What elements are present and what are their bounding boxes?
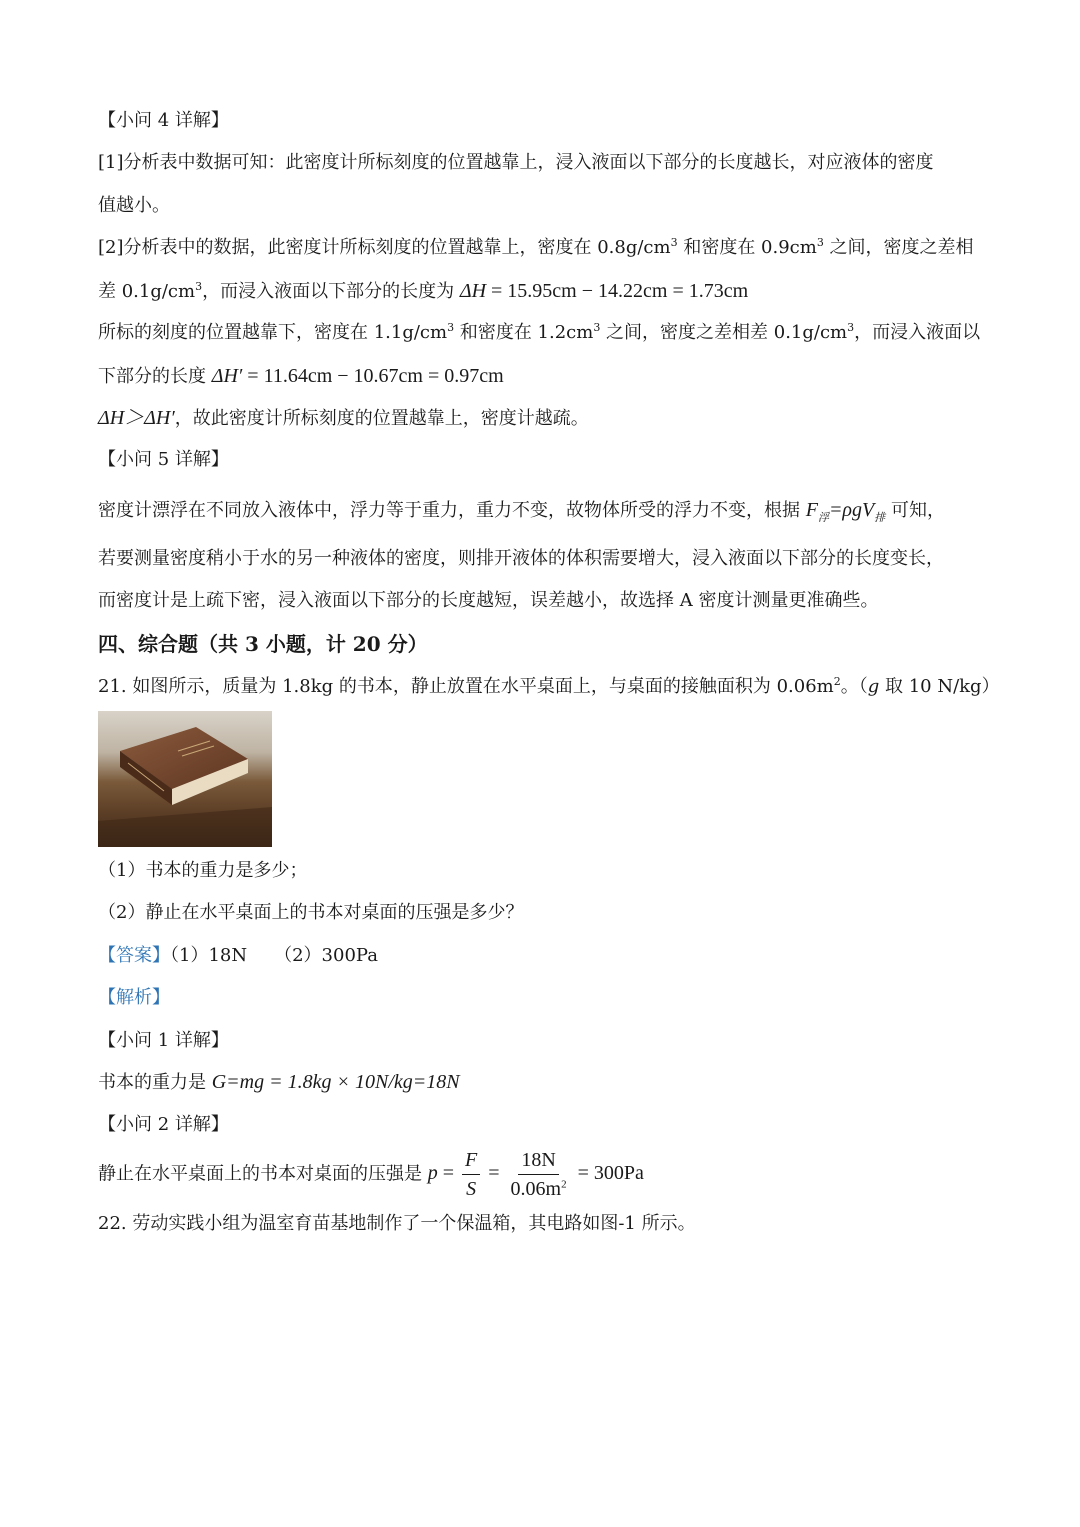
answer-line	[98, 947, 378, 965]
force-area-fraction: $\frac{F}{S}$	[462, 1148, 480, 1201]
q21-stem: 21. 如图所示，质量为 1.8kg 的书本，静止放置在水平桌面上，与桌面的接触面积为 $0.06m^2$。（g 取 10 N/kg）	[98, 675, 1000, 697]
analysis-label: 【解析】	[98, 987, 170, 1008]
buoyancy-formula: $F_浮=\rho gV_排$	[805, 499, 886, 524]
value-fraction: $\frac{18N}{0.06m^2}$	[510, 1149, 567, 1200]
q5-paragraph-3: 而密度计是上疏下密，浸入液面以下部分的长度越短，误差越小，故选择 A 密度计测量更准确些。	[98, 590, 879, 611]
q4-paragraph-4: ΔH＞ΔH′，故此密度计所标刻度的位置越靠上，密度计越疏。	[98, 407, 589, 429]
q2-header: 【小问 2 详解】	[98, 1114, 229, 1135]
q4-header: 【小问 4 详解】	[98, 110, 229, 131]
q4-paragraph-1a: [1]分析表中数据可知：此密度计所标刻度的位置越靠上，浸入液面以下部分的长度越长，对应液体的密度	[98, 152, 934, 173]
q2-solution: 静止在水平桌面上的书本对桌面的压强是 p = $\frac{F}{S}$ = $\frac{18N}{0.06m^2}$ = 300Pa	[98, 1149, 644, 1200]
q4-paragraph-3a: 所标的刻度的位置越靠下，密度在 $1.1g/cm^3$ 和密度在 $1.2cm^3$ 之间，密度之差相差 $0.1g/cm^3$，而浸入液面以	[98, 321, 981, 343]
q21-subquestion-1: （1）书本的重力是多少；	[98, 860, 308, 881]
pressure-equation: p = $\frac{F}{S}$ = $\frac{18N}{0.06m^2}$ = 300Pa	[427, 1149, 644, 1200]
q4-paragraph-2a: [2]分析表中的数据，此密度计所标刻度的位置越靠上，密度在 $0.8g/cm^3$ 和密度在 $0.9cm^3$ 之间，密度之差相	[98, 236, 974, 258]
answer-label: 【答案】	[98, 945, 170, 966]
delta-h-prime-equation-lhs: ΔH′	[211, 365, 243, 387]
q22-stem: 22. 劳动实践小组为温室育苗基地制作了一个保温箱，其电路如图-1 所示。	[98, 1213, 696, 1234]
q4-paragraph-3b: 下部分的长度 ΔH′ = 11.64cm − 10.67cm = 0.97cm	[98, 365, 504, 387]
section-title: 四、综合题（共 3 小题，计 20 分）	[98, 632, 428, 656]
q5-paragraph-2: 若要测量密度稍小于水的另一种液体的密度，则排开液体的体积需要增大，浸入液面以下部分的长度变长，	[98, 548, 944, 569]
q21-subquestion-2: （2）静止在水平桌面上的书本对桌面的压强是多少？	[98, 902, 524, 923]
q4-paragraph-2b: 差 $0.1g/cm^3$，而浸入液面以下部分的长度为 ΔH = 15.95cm − 14.22cm = 1.73cm	[98, 280, 749, 302]
q5-header: 【小问 5 详解】	[98, 449, 229, 470]
delta-comparison: ΔH＞ΔH′	[98, 407, 175, 429]
gravity-equation: G=mg = 1.8kg × 10N/kg=18N	[211, 1071, 460, 1093]
book-on-table-image	[98, 711, 272, 847]
delta-h-prime-equation-rhs: = 11.64cm − 10.67cm = 0.97cm	[242, 365, 504, 387]
delta-h-equation-lhs: ΔH	[459, 280, 487, 302]
q1-header: 【小问 1 详解】	[98, 1030, 229, 1051]
delta-h-equation-rhs: = 15.95cm − 14.22cm = 1.73cm	[486, 280, 749, 302]
q4-paragraph-1b: 值越小。	[98, 195, 170, 216]
q1-solution: 书本的重力是 G=mg = 1.8kg × 10N/kg=18N	[98, 1071, 460, 1093]
answer-text: （1）18N （2）300Pa	[170, 945, 378, 966]
q5-paragraph-1: 密度计漂浮在不同放入液体中，浮力等于重力，重力不变，故物体所受的浮力不变，根据 $F_浮=\rho gV_排$ 可知，	[98, 499, 945, 524]
